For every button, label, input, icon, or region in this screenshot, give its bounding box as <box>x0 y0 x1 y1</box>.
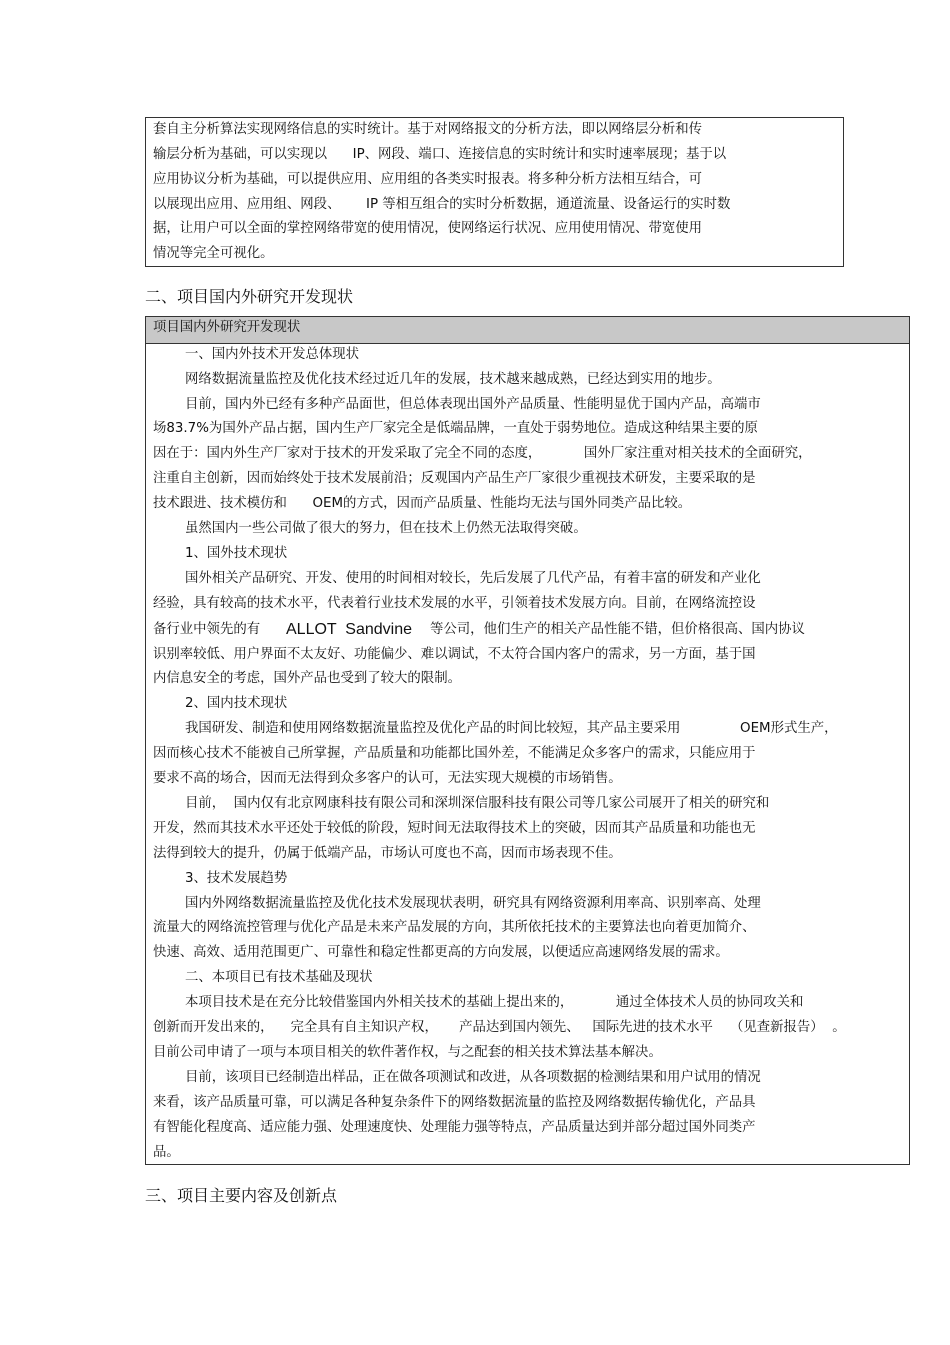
paragraph-line: 有智能化程度高、适应能力强、处理速度快、处理能力强等特点，产品质量达到并部分超过国外同类产 <box>153 1120 756 1135</box>
intro-line: 应用协议分析为基础，可以提供应用、应用组的各类实时报表。将多种分析方法相互结合，可 <box>153 172 703 187</box>
paragraph-line: 目前，该项目已经制造出样品，正在做各项测试和改进，从各项数据的检测结果和用户试用的情况 <box>185 1070 761 1085</box>
paragraph-line: 开发，然而其技术水平还处于较低的阶段，短时间无法取得技术上的突破，因而其产品质量和功能也无 <box>153 821 756 836</box>
intro-line: 情况等完全可视化。 <box>153 246 274 261</box>
intro-line: 据，让用户可以全面的掌控网络带宽的使用情况，使网络运行状况、应用使用情况、带宽使用 <box>153 221 703 236</box>
paragraph-line: 注重自主创新，因而始终处于技术发展前沿；反观国内产品生产厂家很少重视技术研发，主要采取的是 <box>153 471 756 486</box>
intro-line: 以展现出应用、应用组、网段、 IP 等相互组合的实时分析数据，通道流量、设备运行的实时数 <box>153 197 731 212</box>
vendor-names: ALLOT Sandvine <box>286 621 413 638</box>
paragraph-line: 目前公司申请了一项与本项目相关的软件著作权，与之配套的相关技术算法基本解决。 <box>153 1045 662 1060</box>
paragraph-line: 备行业中领先的有 <box>153 622 261 637</box>
paragraph-line: 等公司，他们生产的相关产品性能不错，但价格很高、国内协议 <box>430 622 805 637</box>
section-heading: 三、项目主要内容及创新点 <box>145 1186 338 1205</box>
paragraph-line: 目前，国内外已经有多种产品面世，但总体表现出国外产品质量、性能明显优于国内产品，高端市 <box>185 397 761 412</box>
paragraph-line: 法得到较大的提升，仍属于低端产品，市场认可度也不高，因而市场表现不佳。 <box>153 846 622 861</box>
paragraph-line: 创新而开发出来的， 完全具有自主知识产权， 产品达到国内领先、 国际先进的技术水平 （见查新报告） 。 <box>153 1020 846 1035</box>
paragraph-line: 国内外网络数据流量监控及优化技术发展现状表明，研究具有网络资源利用率高、识别率高、处理 <box>185 896 761 911</box>
paragraph-line: 流量大的网络流控管理与优化产品是未来产品发展的方向，其所依托技术的主要算法也向着更加简介、 <box>153 920 756 935</box>
paragraph-line: 品。 <box>153 1145 180 1160</box>
paragraph-line: 网络数据流量监控及优化技术经过近几年的发展，技术越来越成熟，已经达到实用的地步。 <box>185 372 721 387</box>
paragraph-line: 本项目技术是在充分比较借鉴国内外相关技术的基础上提出来的， 通过全体技术人员的协同攻关和 <box>185 995 804 1010</box>
paragraph-line: 国外相关产品研究、开发、使用的时间相对较长，先后发展了几代产品，有着丰富的研发和产业化 <box>185 571 761 586</box>
intro-line: 套自主分析算法实现网络信息的实时统计。基于对网络报文的分析方法，即以网络层分析和传 <box>153 122 703 137</box>
paragraph-line: 经验，具有较高的技术水平，代表着行业技术发展的水平，引领着技术发展方向。目前，在网络流控设 <box>153 596 756 611</box>
paragraph-line: 要求不高的场合，因而无法得到众多客户的认可，无法实现大规模的市场销售。 <box>153 771 622 786</box>
paragraph-line: 我国研发、制造和使用网络数据流量监控及优化产品的时间比较短，其产品主要采用 OEM形式生产， <box>185 721 838 736</box>
paragraph-line: 因在于：国内外生产厂家对于技术的开发采取了完全不同的态度， 国外厂家注重对相关技术的全面研究， <box>153 446 812 461</box>
research-status-table <box>145 316 910 1165</box>
paragraph-line: 技术跟进、技术模仿和 OEM的方式，因而产品质量、性能均无法与国外同类产品比较。 <box>153 496 692 511</box>
paragraph-line: 内信息安全的考虑，国外产品也受到了较大的限制。 <box>153 671 461 686</box>
subheading: 一、国内外技术开发总体现状 <box>185 347 360 362</box>
subheading: 二、本项目已有技术基础及现状 <box>185 970 373 985</box>
intro-line: 输层分析为基础，可以实现以 IP、网段、端口、连接信息的实时统计和实时速率展现；基于以 <box>153 147 727 162</box>
paragraph-line: 目前， 国内仅有北京网康科技有限公司和深圳深信服科技有限公司等几家公司展开了相关的研究和 <box>185 796 770 811</box>
paragraph-line: 快速、高效、适用范围更广、可靠性和稳定性都更高的方向发展，以便适应高速网络发展的需求。 <box>153 945 729 960</box>
subheading: 1、国外技术现状 <box>185 546 288 561</box>
subheading: 2、国内技术现状 <box>185 696 288 711</box>
table-header-label: 项目国内外研究开发现状 <box>153 320 301 335</box>
section-heading: 二、项目国内外研究开发现状 <box>145 287 354 306</box>
paragraph-line: 因而核心技术不能被自己所掌握，产品质量和功能都比国外差，不能满足众多客户的需求，只能应用于 <box>153 746 756 761</box>
paragraph-line: 来看，该产品质量可靠，可以满足各种复杂条件下的网络数据流量的监控及网络数据传输优化，产品具 <box>153 1095 756 1110</box>
paragraph-line: 场83.7%为国外产品占据，国内生产厂家完全是低端品牌，一直处于弱势地位。造成这种结果主要的原 <box>153 421 758 436</box>
paragraph-line: 识别率较低、用户界面不太友好、功能偏少、难以调试，不太符合国内客户的需求，另一方面，基于国 <box>153 647 756 662</box>
paragraph-line: 虽然国内一些公司做了很大的努力，但在技术上仍然无法取得突破。 <box>185 521 587 536</box>
intro-text-box <box>145 117 844 267</box>
subheading: 3、技术发展趋势 <box>185 871 288 886</box>
